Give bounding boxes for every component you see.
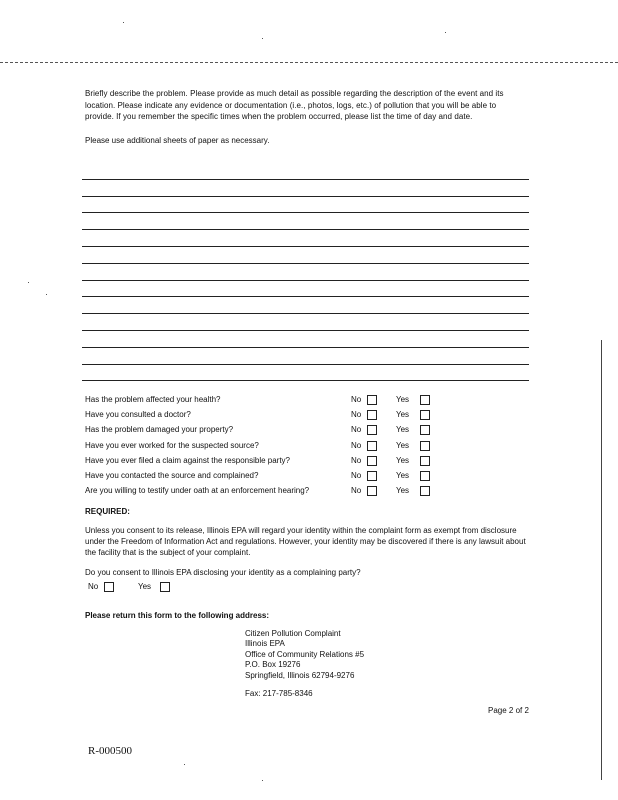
no-checkbox[interactable]: [367, 441, 377, 451]
no-label: No: [351, 455, 362, 465]
consent-yes-checkbox[interactable]: [160, 582, 170, 592]
address-line: Springfield, Illinois 62794-9276: [245, 670, 355, 680]
required-heading: REQUIRED:: [85, 507, 130, 516]
question-row-doctor: [85, 410, 445, 425]
no-label: No: [351, 486, 362, 496]
consent-no-checkbox[interactable]: [104, 582, 114, 592]
bates-number: R-000500: [88, 745, 132, 757]
question-row-filed-claim: [85, 456, 445, 471]
writing-line[interactable]: [82, 281, 529, 298]
yes-checkbox[interactable]: [420, 441, 430, 451]
yes-label: Yes: [396, 440, 410, 450]
no-checkbox[interactable]: [367, 471, 377, 481]
writing-line[interactable]: [82, 163, 529, 180]
yes-label: Yes: [396, 470, 410, 480]
yes-label: Yes: [396, 395, 410, 404]
scan-speck: [445, 32, 446, 33]
scan-top-rule: [0, 62, 618, 63]
question-text: Have you ever filed a claim against the responsible party?: [85, 455, 290, 465]
consent-yes-label: Yes: [138, 582, 152, 591]
writing-line[interactable]: [82, 331, 529, 348]
scan-margin-line: [601, 340, 602, 780]
no-label: No: [351, 440, 362, 450]
problem-description-instructions: Briefly describe the problem. Please provide as much detail as possible regarding the description of the event and its location. Please indicate any evidence or documentation (i.e., photos, logs, etc.) of pollution that you will be able to provide. If you remember the specific times when the problem occurred, please list the time of day and date.: [85, 89, 504, 121]
question-row-testify: [85, 486, 445, 501]
yes-no-questions: [85, 395, 445, 501]
writing-line[interactable]: [82, 314, 529, 331]
page-number: Page 2 of 2: [488, 706, 529, 715]
writing-line[interactable]: [82, 365, 529, 382]
writing-line[interactable]: [82, 348, 529, 365]
no-checkbox[interactable]: [367, 410, 377, 420]
writing-line[interactable]: [82, 180, 529, 197]
no-label: No: [351, 470, 362, 480]
question-text: Have you ever worked for the suspected source?: [85, 440, 259, 450]
question-text: Have you consulted a doctor?: [85, 410, 191, 420]
yes-checkbox[interactable]: [420, 486, 430, 496]
no-label: No: [351, 395, 362, 404]
no-checkbox[interactable]: [367, 395, 377, 405]
writing-line[interactable]: [82, 197, 529, 214]
yes-label: Yes: [396, 486, 410, 496]
problem-description-writing-area[interactable]: [82, 163, 529, 381]
additional-sheets-note: Please use additional sheets of paper as necessary.: [85, 136, 270, 145]
yes-checkbox[interactable]: [420, 410, 430, 420]
question-text: Are you willing to testify under oath at an enforcement hearing?: [85, 486, 310, 496]
writing-line[interactable]: [82, 213, 529, 230]
no-checkbox[interactable]: [367, 486, 377, 496]
question-row-property: [85, 425, 445, 440]
address-line: P.O. Box 19276: [245, 660, 301, 670]
question-row-health: [85, 395, 445, 410]
question-row-worked-for-source: [85, 441, 445, 456]
fax-number: Fax: 217-785-8346: [245, 689, 313, 698]
scan-speck: [46, 294, 47, 295]
writing-line[interactable]: [82, 230, 529, 247]
yes-label: Yes: [396, 455, 410, 465]
consent-no-label: No: [88, 582, 99, 591]
question-text: Have you contacted the source and complained?: [85, 470, 259, 480]
question-text: Has the problem affected your health?: [85, 395, 221, 404]
yes-label: Yes: [396, 410, 410, 420]
no-label: No: [351, 425, 362, 435]
confidentiality-notice: Unless you consent to its release, Illinois EPA will regard your identity within the complaint form as exempt from disclosure under the Freedom of Information Act and regulations. However, your identity may be discovered if there is any lawsuit about the facility that is the subject of your complaint.: [85, 526, 526, 557]
scan-speck: [262, 38, 263, 39]
writing-line[interactable]: [82, 247, 529, 264]
no-checkbox[interactable]: [367, 425, 377, 435]
mailing-address: [245, 629, 364, 681]
address-line: Office of Community Relations #5: [245, 649, 365, 659]
return-instructions: Please return this form to the following address:: [85, 611, 270, 620]
scan-speck: [262, 780, 263, 781]
yes-checkbox[interactable]: [420, 395, 430, 405]
question-row-contacted-source: [85, 471, 445, 486]
consent-options: [88, 582, 208, 594]
yes-label: Yes: [396, 425, 410, 435]
no-label: No: [351, 410, 362, 420]
no-checkbox[interactable]: [367, 456, 377, 466]
yes-checkbox[interactable]: [420, 471, 430, 481]
consent-question: Do you consent to Illinois EPA disclosing your identity as a complaining party?: [85, 568, 361, 577]
writing-line[interactable]: [82, 297, 529, 314]
writing-line[interactable]: [82, 264, 529, 281]
scan-speck: [184, 764, 185, 765]
yes-checkbox[interactable]: [420, 456, 430, 466]
address-line: Illinois EPA: [245, 639, 285, 649]
scan-speck: [28, 282, 29, 283]
yes-checkbox[interactable]: [420, 425, 430, 435]
address-line: Citizen Pollution Complaint: [245, 629, 341, 638]
question-text: Has the problem damaged your property?: [85, 425, 234, 435]
scan-speck: [123, 22, 124, 23]
